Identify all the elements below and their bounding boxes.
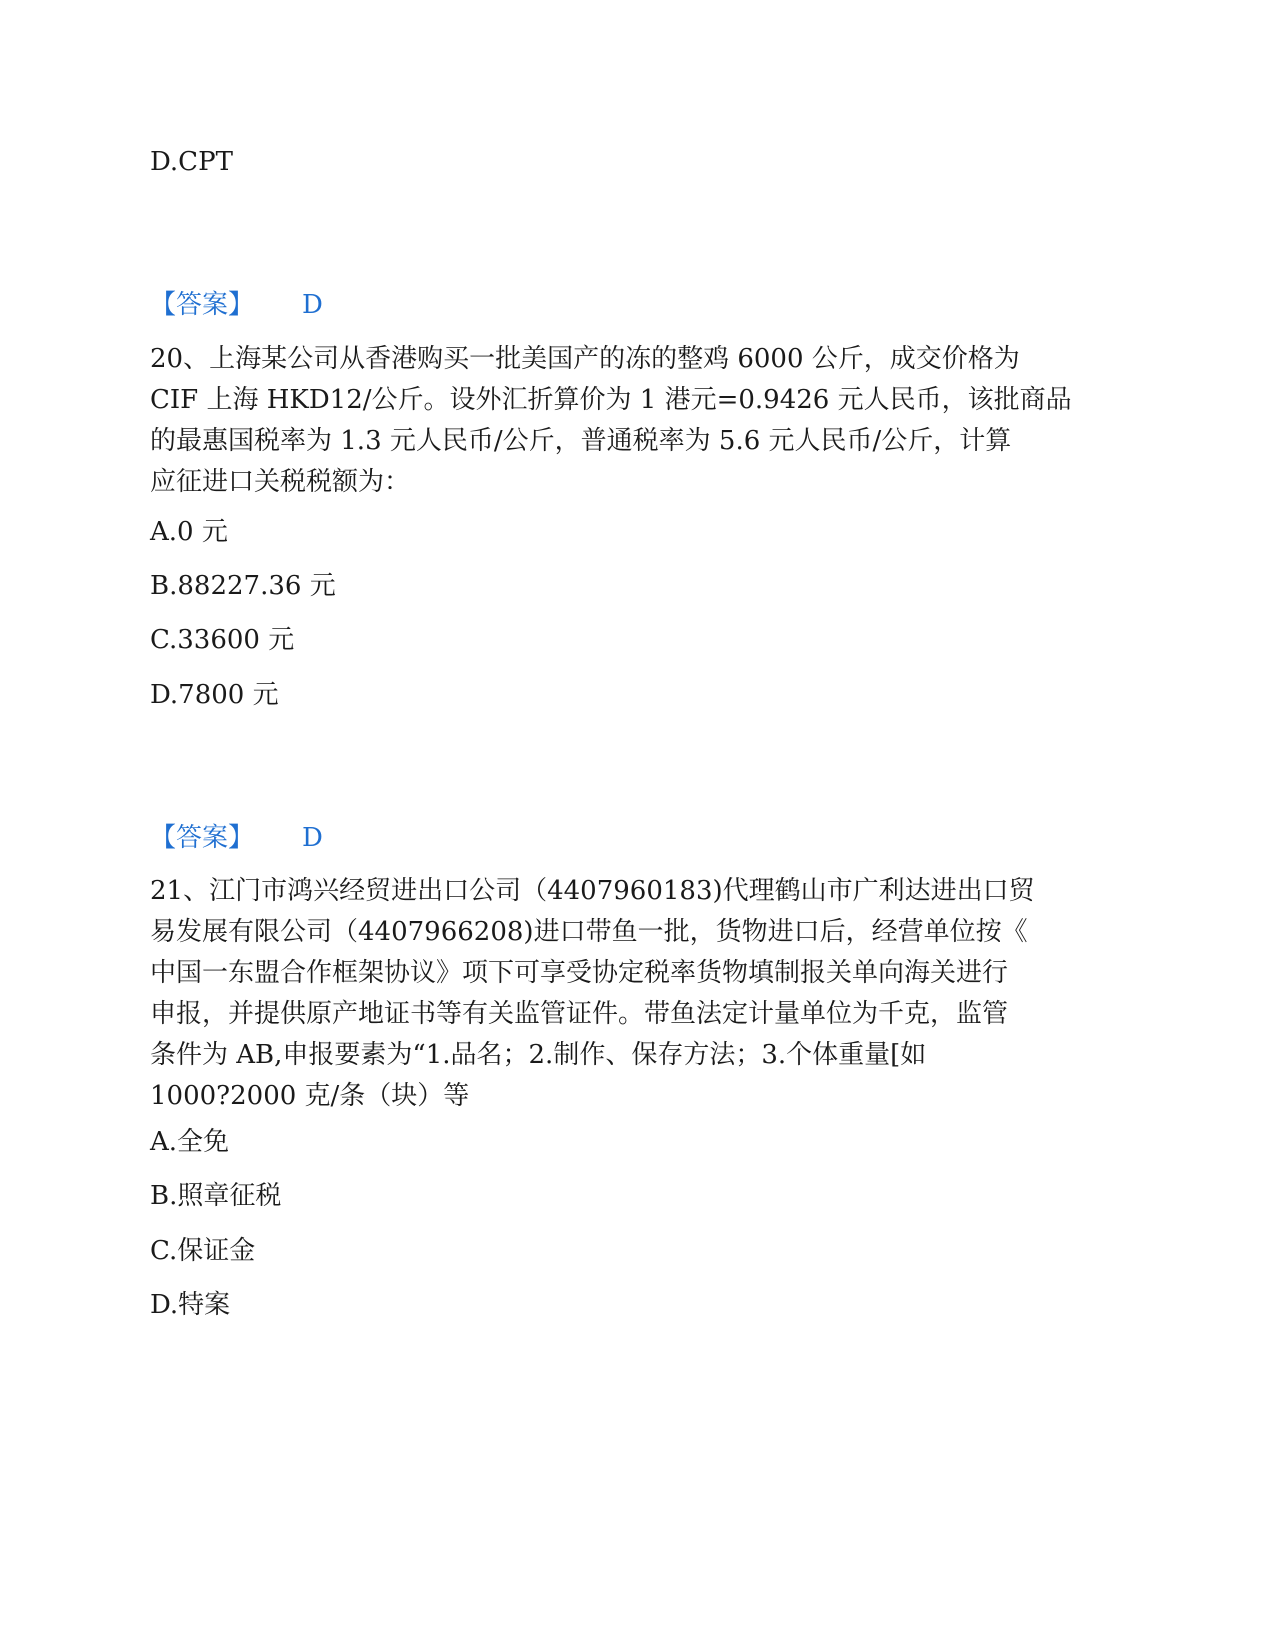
question-20-stem bbox=[150, 339, 1110, 503]
answer-block-1 bbox=[150, 290, 323, 320]
question-21-option-b: B.照章征税 bbox=[150, 1181, 282, 1211]
question-21-line-5: 条件为 AB,申报要素为“1.品名；2.制作、保存方法；3.个体重量[如 bbox=[150, 1040, 927, 1070]
question-20-option-a: A.0 元 bbox=[150, 517, 228, 547]
q19-option-d: D.CPT bbox=[150, 147, 233, 177]
question-21-line-6: 1000?2000 克/条（块）等 bbox=[150, 1081, 470, 1111]
question-20-line-4: 应征进口关税税额为： bbox=[150, 467, 411, 497]
question-21-line-4: 申报，并提供原产地证书等有关监管证件。带鱼法定计量单位为千克，监管 bbox=[150, 999, 1009, 1029]
question-21-option-d: D.特案 bbox=[150, 1290, 231, 1320]
question-21-line-2: 易发展有限公司（4407966208)进口带鱼一批，货物进口后，经营单位按《 bbox=[150, 917, 1028, 947]
question-21-line-1: 21、江门市鸿兴经贸进出口公司（4407960183)代理鹤山市广利达进出口贸 bbox=[150, 876, 1035, 906]
answer-label: 【答案】 bbox=[150, 290, 255, 320]
answer-block-2 bbox=[150, 823, 323, 853]
question-20-line-3: 的最惠国税率为 1.3 元人民币/公斤，普通税率为 5.6 元人民币/公斤，计算 bbox=[150, 426, 1012, 456]
question-21-option-c: C.保证金 bbox=[150, 1236, 256, 1266]
question-20-line-1: 20、上海某公司从香港购买一批美国产的冻的整鸡 6000 公斤，成交价格为 bbox=[150, 344, 1020, 374]
answer-letter: D bbox=[302, 290, 323, 320]
question-20-option-b: B.88227.36 元 bbox=[150, 571, 336, 601]
answer-letter: D bbox=[302, 823, 323, 853]
question-20-option-d: D.7800 元 bbox=[150, 680, 279, 710]
question-21-line-3: 中国一东盟合作框架协议》项下可享受协定税率货物填制报关单向海关进行 bbox=[150, 958, 1009, 988]
question-20-line-2: CIF 上海 HKD12/公斤。设外汇折算价为 1 港元=0.9426 元人民币，该批商品 bbox=[150, 385, 1072, 415]
question-21-stem bbox=[150, 871, 1110, 1117]
question-21-option-a: A.全免 bbox=[150, 1127, 230, 1157]
answer-label: 【答案】 bbox=[150, 823, 255, 853]
question-20-option-c: C.33600 元 bbox=[150, 625, 295, 655]
